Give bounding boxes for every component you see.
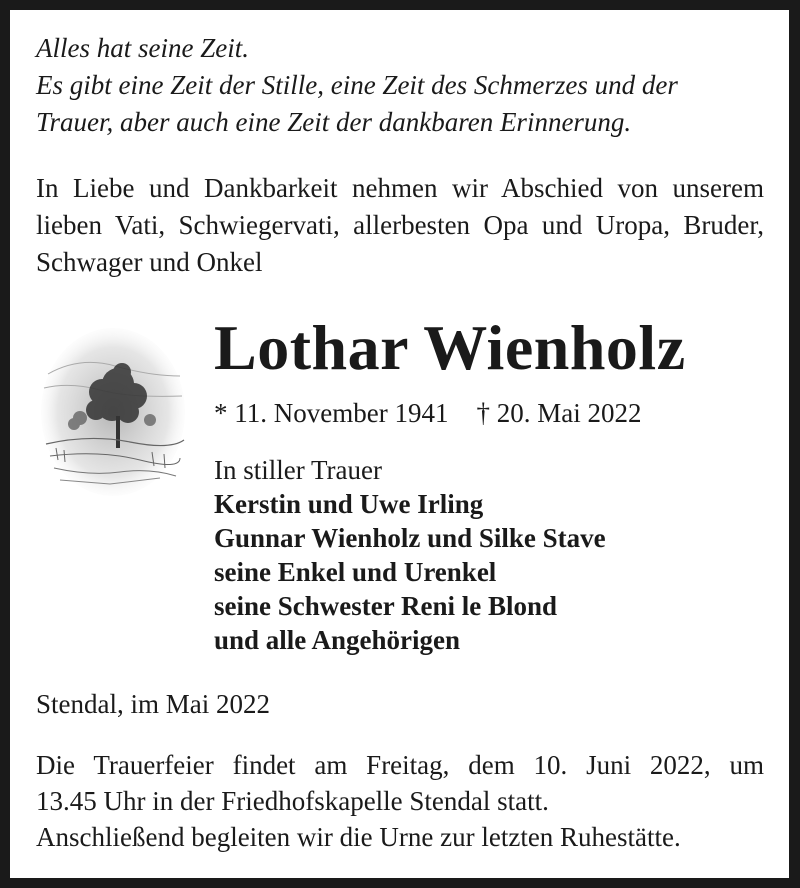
place-date: Stendal, im Mai 2022 bbox=[36, 689, 270, 719]
deceased-name: Lothar Wienholz bbox=[214, 312, 686, 383]
service-line: 13.45 Uhr in der Friedhofskapelle Stendal statt. bbox=[36, 786, 549, 816]
mourner-name: seine Schwester Reni le Blond bbox=[214, 591, 557, 621]
service-line: Die Trauerfeier findet am Freitag, dem 10. Juni 2022, um bbox=[36, 750, 764, 780]
motto-line: Es gibt eine Zeit der Stille, eine Zeit des Schmerzes und der bbox=[36, 70, 678, 100]
motto-line: Trauer, aber auch eine Zeit der dankbaren Erinnerung. bbox=[36, 107, 632, 137]
intro-text: In Liebe und Dankbarkeit nehmen wir Abschied von unserem lieben Vati, Schwiegervati, allerbesten Opa und Uropa, Bruder, Schwager und Onkel bbox=[36, 173, 764, 277]
mourner-name: und alle Angehörigen bbox=[214, 625, 461, 655]
motto bbox=[36, 30, 766, 141]
service-line: Anschließend begleiten wir die Urne zur letzten Ruhestätte. bbox=[36, 822, 681, 852]
birth-date: * 11. November 1941 bbox=[214, 398, 449, 428]
mourner-name: seine Enkel und Urenkel bbox=[214, 557, 497, 587]
service-info bbox=[36, 747, 764, 855]
death-date: † 20. Mai 2022 bbox=[476, 398, 642, 428]
motto-line: Alles hat seine Zeit. bbox=[36, 33, 249, 63]
mourners-list bbox=[214, 453, 606, 657]
mourners-heading: In stiller Trauer bbox=[214, 455, 382, 485]
mourner-name: Kerstin und Uwe Irling bbox=[214, 489, 484, 519]
life-dates bbox=[214, 395, 641, 431]
mourner-name: Gunnar Wienholz und Silke Stave bbox=[214, 523, 606, 553]
tree-landscape-icon bbox=[40, 326, 186, 498]
